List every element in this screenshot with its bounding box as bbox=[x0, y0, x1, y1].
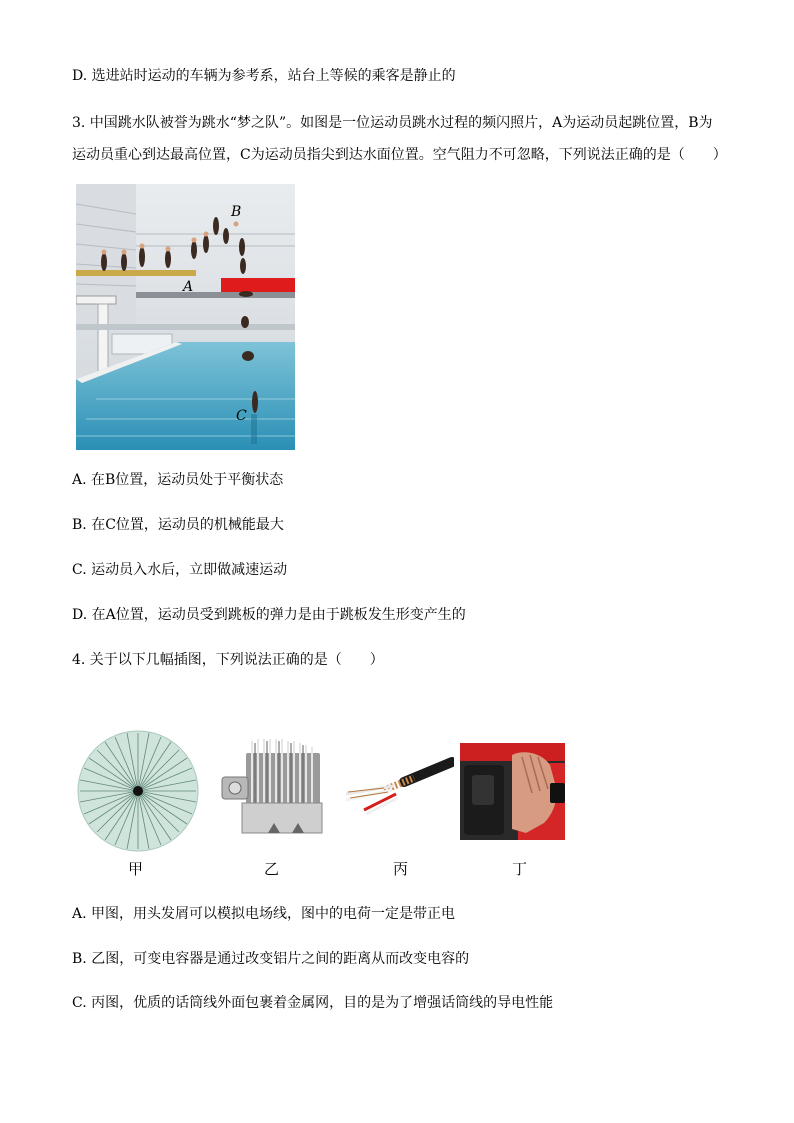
field-lines-disc-image bbox=[77, 730, 199, 852]
question-3-stem-line1: 3. 中国跳水队被誉为跳水“梦之队”。如图是一位运动员跳水过程的频闪照片，A为运动员起跳位置，B为 bbox=[72, 115, 713, 131]
q3-option-d: D. 在A位置，运动员受到跳板的弹力是由于跳板发生形变产生的 bbox=[72, 607, 466, 623]
caption-ding: 丁 bbox=[512, 860, 528, 878]
q4-option-a: A. 甲图，用头发屑可以模拟电场线，图中的电荷一定是带正电 bbox=[72, 906, 456, 922]
q4-option-b: B. 乙图，可变电容器是通过改变铝片之间的距离从而改变电容的 bbox=[72, 951, 470, 967]
label-b: B bbox=[231, 204, 242, 220]
shielded-cable-image bbox=[344, 752, 454, 822]
caption-jia: 甲 bbox=[128, 860, 144, 878]
caption-bing: 丙 bbox=[393, 860, 409, 878]
caption-yi: 乙 bbox=[264, 860, 280, 878]
prev-option-d: D. 选进站时运动的车辆为参考系，站台上等候的乘客是静止的 bbox=[72, 68, 456, 84]
question-4-stem: 4. 关于以下几幅插图，下列说法正确的是（ ） bbox=[72, 652, 384, 668]
q3-option-b: B. 在C位置，运动员的机械能最大 bbox=[72, 517, 284, 533]
q4-option-c: C. 丙图，优质的话筒线外面包裹着金属网，目的是为了增强话筒线的导电性能 bbox=[72, 995, 554, 1011]
q3-option-c: C. 运动员入水后，立即做减速运动 bbox=[72, 562, 288, 578]
label-c: C bbox=[236, 408, 247, 424]
variable-capacitor-image bbox=[218, 733, 328, 845]
diving-photo bbox=[76, 184, 295, 450]
label-a: A bbox=[183, 279, 194, 295]
question-3-stem-line2: 运动员重心到达最高位置，C为运动员指尖到达水面位置。空气阻力不可忽略，下列说法正确的是（ ） bbox=[72, 147, 727, 163]
q3-option-a: A. 在B位置，运动员处于平衡状态 bbox=[72, 472, 284, 488]
static-discharge-image bbox=[460, 743, 565, 840]
